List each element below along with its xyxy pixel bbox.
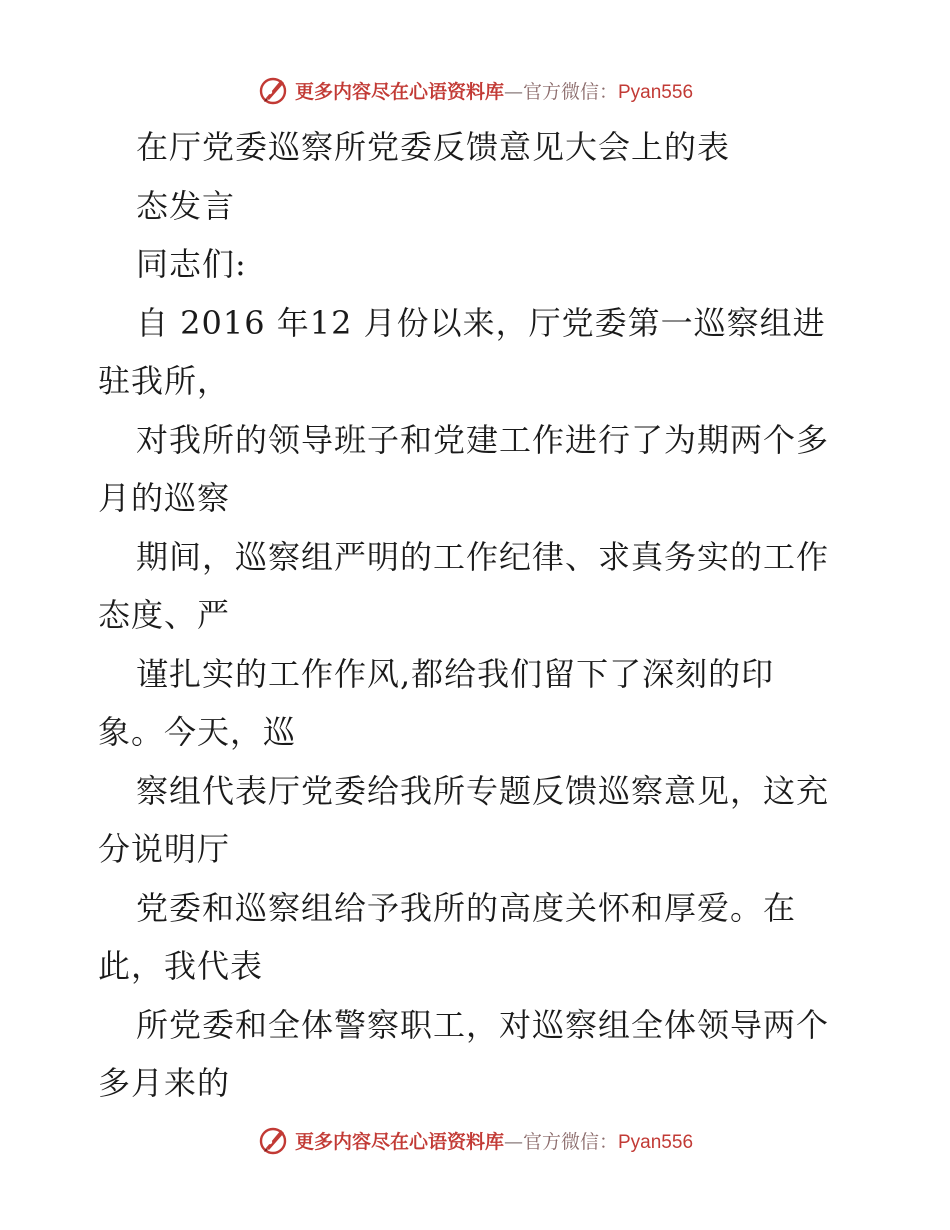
text-line: 党委和巡察组给予我所的高度关怀和厚爱。在 xyxy=(136,888,797,927)
footer-banner-text xyxy=(295,1127,693,1154)
text-line: 察组代表厅党委给我所专题反馈巡察意见，这充 xyxy=(136,771,830,810)
header-banner-main: 更多内容尽在心语资料库 xyxy=(294,80,504,103)
footer-banner-wechat-label: 官方微信： xyxy=(522,1130,618,1153)
text-line: 所党委和全体警察职工，对巡察组全体领导两个 xyxy=(136,1005,830,1044)
text-line: 态度、严 xyxy=(98,596,231,634)
footer-banner-wechat-id: Pyan556 xyxy=(618,1131,694,1153)
header-banner-content xyxy=(257,74,693,106)
text-line: 期间，巡察组严明的工作纪律、求真务实的工作 xyxy=(136,537,830,576)
footer-banner-main: 更多内容尽在心语资料库 xyxy=(294,1130,504,1153)
text-line: 对我所的领导班子和党建工作进行了为期两个多 xyxy=(136,420,830,459)
header-banner-wechat-label: 官方微信： xyxy=(522,80,618,103)
text-line: 态发言 xyxy=(136,186,236,225)
header-banner-text xyxy=(295,77,693,104)
footer-banner xyxy=(0,1120,950,1160)
footer-banner-dash: — xyxy=(503,1130,523,1153)
text-line: 分说明厅 xyxy=(98,830,231,868)
text-line: 此，我代表 xyxy=(98,947,264,985)
header-banner-dash: — xyxy=(503,80,523,103)
quill-pen-logo-icon xyxy=(257,1124,289,1156)
text-line: 在厅党委巡察所党委反馈意见大会上的表 xyxy=(136,128,731,166)
text-line: 谨扎实的工作作风,都给我们留下了深刻的印 xyxy=(136,654,775,693)
text-line: 驻我所， xyxy=(98,362,231,400)
header-banner-wechat-id: Pyan556 xyxy=(618,81,694,103)
quill-pen-logo-icon xyxy=(257,74,289,106)
document-body xyxy=(98,118,858,1113)
text-line: 象。今天，巡 xyxy=(98,713,297,751)
text-line: 月的巡察 xyxy=(98,479,231,517)
header-banner xyxy=(0,70,950,110)
text-line: 多月来的 xyxy=(98,1064,231,1102)
footer-banner-content xyxy=(257,1124,693,1156)
text-line: 自 2016 年12 月份以来，厅党委第一巡察组进 xyxy=(136,303,826,342)
text-line: 同志们: xyxy=(136,245,247,283)
